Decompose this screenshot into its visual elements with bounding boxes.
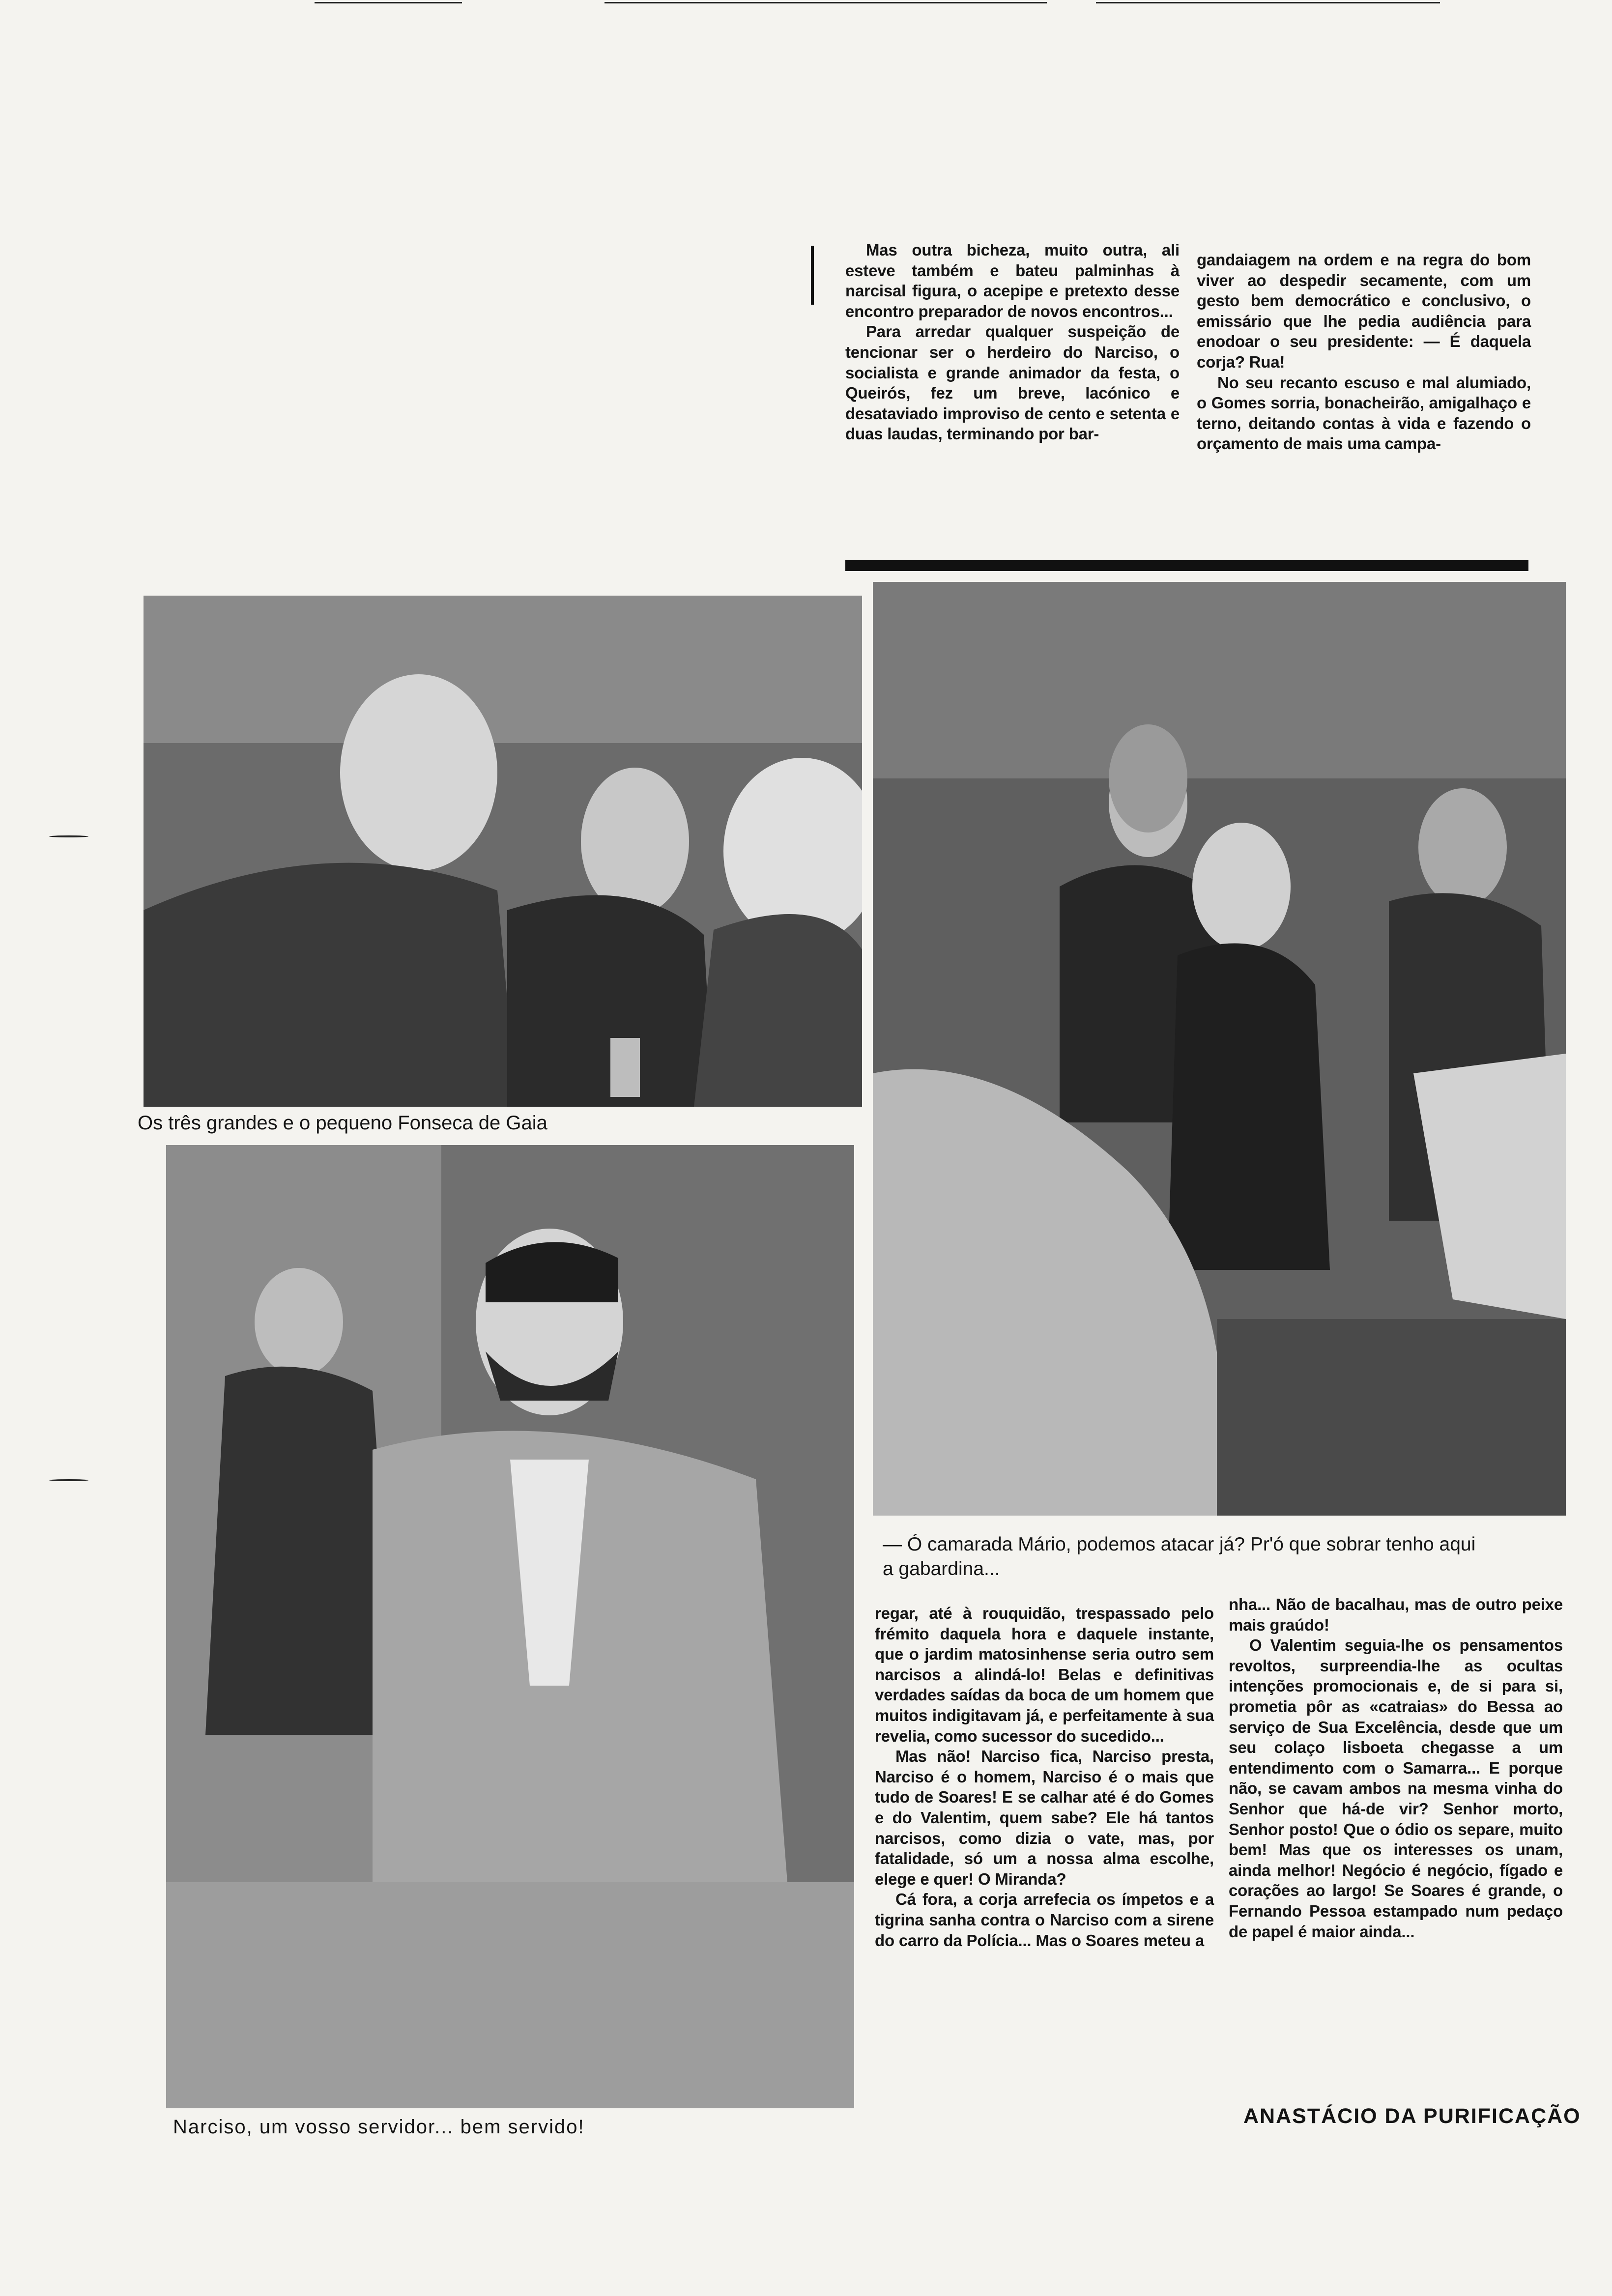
photo-three-men-toasting <box>144 596 862 1107</box>
article-column-top-right <box>1197 250 1531 454</box>
paragraph: gandaiagem na ordem e na regra do bom viver ao despedir secamente, com um gesto bem democrático e conclusivo, o emissário que lhe pedia audiência para enodoar o seu presidente: — É daquela corja? Rua! <box>1197 251 1531 371</box>
scan-mark-left-curve-2 <box>49 1479 88 1481</box>
article-column-top-left <box>845 240 1180 444</box>
article-column-bottom-right <box>1229 1594 1563 1942</box>
photo-caption-banquet-line1: — Ó camarada Mário, podemos atacar já? Pr'ó que sobrar tenho aqui <box>883 1534 1476 1555</box>
paragraph: No seu recanto escuso e mal alumiado, o Gomes sorria, bonacheirão, amigalhaço e terno, deitando contas à vida e fazendo o orçamento de mais uma campa- <box>1197 373 1531 453</box>
paragraph: regar, até à rouquidão, trespassado pelo frémito daquela hora e daquele instante, que o jardim matosinhense seria outro sem narcisos a alindá-lo! Belas e definitivas verdades saídas da boca de um homem que muitos indigitavam já, e perfeitamente à sua revelia, como sucessor do sucedido... <box>875 1604 1214 1745</box>
photo-caption-three-men: Os três grandes e o pequeno Fonseca de Gaia <box>138 1112 547 1134</box>
photo-banquet-table-image <box>873 582 1566 1516</box>
scan-mark-top-3 <box>1096 2 1440 3</box>
article-signature: ANASTÁCIO DA PURIFICAÇÃO <box>1243 2104 1581 2128</box>
photo-narciso-bearded-man <box>166 1145 854 2108</box>
photo-three-men-toasting-image <box>144 596 862 1107</box>
photo-banquet-table <box>873 582 1566 1516</box>
paragraph: O Valentim seguia-lhe os pensamentos revoltos, surpreendia-lhe as ocultas intenções promocionais e, de si para si, prometia pôr as «catraias» do Bessa ao serviço de Sua Excelência, desde que um seu colaço lisboeta chegasse a um entendimento com o Samarra... E porque não, se cavam ambos na mesma vinha do Senhor que há-de vir? Senhor morto, Senhor posto! Que o ódio os separe, muito bem! Mas que os interesses os unam, ainda melhor! Negócio é negócio, fígado e corações ao largo! Se Soares é grande, o Fernando Pessoa estampado num pedaço de papel é maior ainda... <box>1229 1636 1563 1941</box>
paragraph: Mas não! Narciso fica, Narciso presta, Narciso é o homem, Narciso é o mais que tudo de Soares! E se calhar até é do Gomes e do Valentim, quem sabe? Ele há tantos narcisos, como dizia o vate, mas, por fatalidade, só um a nossa alma escolhe, elege e quer! O Miranda? <box>875 1747 1214 1888</box>
section-rule <box>845 560 1528 571</box>
photo-caption-narciso: Narciso, um vosso servidor... bem servido! <box>173 2116 585 2138</box>
paragraph: nha... Não de bacalhau, mas de outro peixe mais graúdo! <box>1229 1595 1563 1634</box>
paragraph: Mas outra bicheza, muito outra, ali esteve também e bateu palminhas à narcisal figura, o acepipe e pretexto desse encontro preparador de novos encontros... <box>845 241 1180 320</box>
scan-mark-top-2 <box>604 2 1047 3</box>
column-marker-bar <box>811 246 814 305</box>
scan-mark-left-curve <box>49 835 88 837</box>
photo-narciso-bearded-man-image <box>166 1145 854 2108</box>
paragraph: Cá fora, a corja arrefecia os ímpetos e a tigrina sanha contra o Narciso com a sirene do carro da Polícia... Mas o Soares meteu a <box>875 1890 1214 1950</box>
photo-caption-banquet-line2: a gabardina... <box>883 1558 1000 1579</box>
article-column-bottom-left <box>875 1603 1214 1951</box>
scan-mark-top <box>315 2 462 3</box>
paragraph: Para arredar qualquer suspeição de tencionar ser o herdeiro do Narciso, o socialista e grande animador da festa, o Queirós, fez um breve, lacónico e desataviado improviso de cento e setenta e duas laudas, terminando por bar- <box>845 322 1180 443</box>
